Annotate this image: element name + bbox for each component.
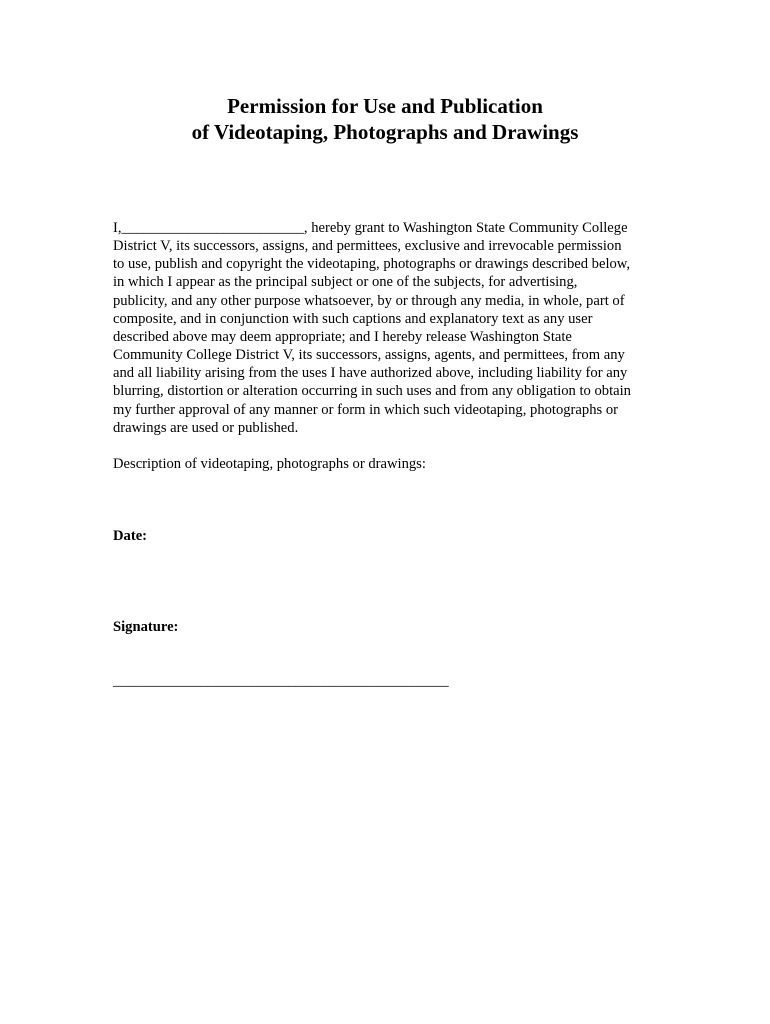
paragraph-line: and all liability arising from the uses I have authorized above, including liability for any	[113, 365, 628, 382]
paragraph-line: publicity, and any other purpose whatsoever, by or through any media, in whole, part of	[113, 292, 625, 309]
paragraph-line: to use, publish and copyright the videotaping, photographs or drawings described below,	[113, 256, 631, 273]
paragraph-line: drawings are used or published.	[113, 419, 299, 436]
paragraph-line: Community College District V, its successors, assigns, agents, and permittees, from any	[113, 347, 625, 364]
paragraph-line: I,_________________________, hereby grant to Washington State Community College	[113, 220, 628, 236]
title-line-1: Permission for Use and Publication	[227, 94, 543, 118]
signature-line: ______________________________________________	[113, 673, 449, 689]
permission-paragraph	[113, 219, 673, 437]
date-label: Date:	[113, 528, 148, 544]
document-title	[0, 93, 770, 145]
paragraph-line: composite, and in conjunction with such captions and explanatory text as any user	[113, 310, 593, 327]
description-label: Description of videotaping, photographs or drawings:	[113, 456, 426, 472]
signature-label: Signature:	[113, 619, 179, 635]
paragraph-line: my further approval of any manner or form in which such videotaping, photographs or	[113, 401, 618, 418]
paragraph-line: blurring, distortion or alteration occurring in such uses and from any obligation to obtain	[113, 383, 631, 400]
paragraph-line: in which I appear as the principal subject or one of the subjects, for advertising,	[113, 274, 578, 291]
title-line-2: of Videotaping, Photographs and Drawings	[191, 120, 579, 144]
paragraph-line: District V, its successors, assigns, and permittees, exclusive and irrevocable permission	[113, 238, 622, 255]
paragraph-line: described above may deem appropriate; and I hereby release Washington State	[113, 328, 572, 345]
